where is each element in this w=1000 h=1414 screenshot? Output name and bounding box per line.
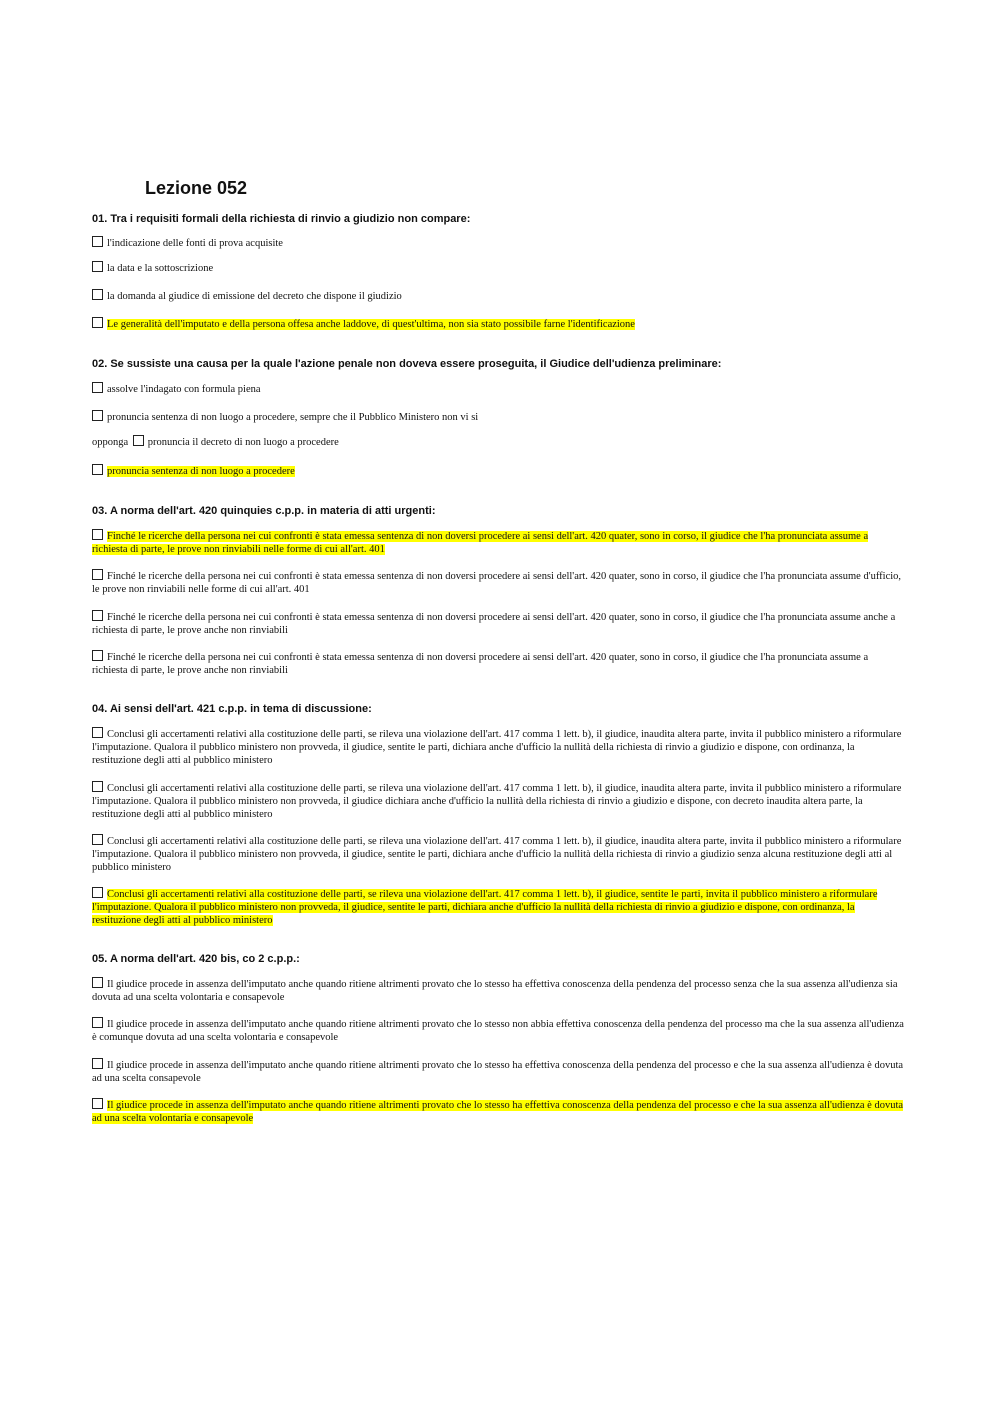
answer-text: pronuncia sentenza di non luogo a procedere, sempre che il Pubblico Ministero non vi si — [107, 412, 479, 423]
checkbox[interactable] — [92, 727, 103, 738]
checkbox[interactable] — [92, 1098, 103, 1109]
answer-text: Conclusi gli accertamenti relativi alla costituzione delle parti, se rileva una violazione dell'art. 417 comma 1 lett. b), il giudice, inaudita altera parte, invita il pubblico ministero a riformulare l'imputazione. Qualora il pubblico ministero non provveda, il giudice, sentite le parti, dichiara anche d'ufficio la nullità della richiesta di rinvio a giudizio senza alcuna restituzione degli atti al pubblico ministero — [92, 836, 902, 873]
answer-option — [92, 410, 904, 424]
checkbox[interactable] — [92, 834, 103, 845]
checkbox[interactable] — [92, 410, 103, 421]
answer-text: assolve l'indagato con formula piena — [107, 384, 261, 395]
checkbox[interactable] — [92, 1017, 103, 1028]
question-04: 04. Ai sensi dell'art. 421 c.p.p. in tema di discussione: — [92, 703, 372, 715]
answer-text-highlighted: Il giudice procede in assenza dell'imputato anche quando ritiene altrimenti provato che lo stesso ha effettiva conoscenza della pendenza del processo e che la sua assenza all'udienza è dovuta ad una scelta volontaria e consapevole — [92, 1100, 904, 1124]
answer-option — [92, 569, 904, 596]
answer-text-continued: opponga — [92, 437, 129, 448]
checkbox[interactable] — [92, 781, 103, 792]
checkbox[interactable] — [92, 317, 103, 328]
answer-text-highlighted: pronuncia sentenza di non luogo a procedere — [107, 466, 295, 477]
answer-option — [92, 382, 904, 396]
answer-option-correct — [92, 529, 904, 556]
answer-text: Conclusi gli accertamenti relativi alla costituzione delle parti, se rileva una violazione dell'art. 417 comma 1 lett. b), il giudice, inaudita altera parte, invita il pubblico ministero a riformulare l'imputazione. Qualora il pubblico ministero non provveda, il giudice dichiara anche d'ufficio la nullità della richiesta di rinvio a giudizio e dispone, con decreto inaudita altera parte, la restituzione degli atti al pubblico ministero — [92, 783, 902, 820]
answer-option — [92, 727, 904, 767]
checkbox[interactable] — [92, 610, 103, 621]
checkbox[interactable] — [92, 650, 103, 661]
answer-option-correct — [92, 464, 904, 478]
answer-option — [92, 977, 904, 1004]
answer-text: Finché le ricerche della persona nei cui confronti è stata emessa sentenza di non doversi procedere ai sensi dell'art. 420 quater, sono in corso, il giudice che l'ha pronunciata assume anche a richiesta di parte, le prove anche non rinviabili — [92, 612, 896, 636]
answer-option-correct — [92, 1098, 904, 1125]
answer-text: Conclusi gli accertamenti relativi alla costituzione delle parti, se rileva una violazione dell'art. 417 comma 1 lett. b), il giudice, inaudita altera parte, invita il pubblico ministero a riformulare l'imputazione. Qualora il pubblico ministero non provveda, il giudice, sentite le parti, dichiara anche d'ufficio la nullità della richiesta di rinvio a giudizio e dispone, con ordinanza, la restituzione degli atti al pubblico ministero — [92, 729, 902, 766]
answer-text: la data e la sottoscrizione — [107, 263, 214, 274]
checkbox[interactable] — [92, 569, 103, 580]
answer-option — [92, 781, 904, 821]
checkbox[interactable] — [92, 382, 103, 393]
question-05: 05. A norma dell'art. 420 bis, co 2 c.p.p.: — [92, 953, 300, 965]
checkbox[interactable] — [92, 289, 103, 300]
answer-option — [92, 1058, 904, 1085]
answer-text: Il giudice procede in assenza dell'imputato anche quando ritiene altrimenti provato che lo stesso ha effettiva conoscenza della pendenza del processo e che la sua assenza all'udienza è dovuta ad una scelta consapevole — [92, 1060, 904, 1084]
answer-text: pronuncia il decreto di non luogo a procedere — [147, 437, 339, 448]
answer-text: Finché le ricerche della persona nei cui confronti è stata emessa sentenza di non doversi procedere ai sensi dell'art. 420 quater, sono in corso, il giudice che l'ha pronunciata assume d'ufficio, le prove non rinviabili nelle forme di cui all'art. 401 — [92, 571, 902, 595]
answer-option — [92, 261, 904, 275]
answer-option-correct — [92, 887, 904, 927]
question-03: 03. A norma dell'art. 420 quinquies c.p.p. in materia di atti urgenti: — [92, 505, 436, 517]
answer-option — [92, 1017, 904, 1044]
lesson-title: Lezione 052 — [145, 178, 248, 198]
answer-text: Il giudice procede in assenza dell'imputato anche quando ritiene altrimenti provato che lo stesso non abbia effettiva conoscenza della pendenza del processo ma che la sua assenza all'udienza è comunque dovuta ad una scelta volontaria e consapevole — [92, 1019, 904, 1043]
answer-text: Finché le ricerche della persona nei cui confronti è stata emessa sentenza di non doversi procedere ai sensi dell'art. 420 quater, sono in corso, il giudice che l'ha pronunciata assume a richiesta di parte, le prove anche non rinviabili — [92, 652, 869, 676]
checkbox[interactable] — [92, 1058, 103, 1069]
answer-text: la domanda al giudice di emissione del decreto che dispone il giudizio — [107, 291, 402, 302]
answer-text: Il giudice procede in assenza dell'imputato anche quando ritiene altrimenti provato che lo stesso ha effettiva conoscenza della pendenza del processo senza che la sua assenza all'udienza sia dovuta ad una scelta volontaria e consapevole — [92, 979, 898, 1003]
answer-text-highlighted: Finché le ricerche della persona nei cui confronti è stata emessa sentenza di non doversi procedere ai sensi dell'art. 420 quater, sono in corso, il giudice che l'ha pronunciata assume a richiesta di parte, le prove non rinviabili nelle forme di cui all'art. 401 — [92, 531, 869, 555]
answer-text: l'indicazione delle fonti di prova acquisite — [107, 238, 283, 249]
answer-option — [92, 435, 904, 449]
answer-text-highlighted: Le generalità dell'imputato e della persona offesa anche laddove, di quest'ultima, non sia stato possibile farne l'identificazione — [107, 319, 635, 330]
checkbox[interactable] — [92, 887, 103, 898]
answer-text-highlighted: Conclusi gli accertamenti relativi alla costituzione delle parti, se rileva una violazione dell'art. 417 comma 1 lett. b), il giudice, sentite le parti, invita il pubblico ministero a riformulare l'imputazione. Qualora il pubblico ministero non provveda, il giudice, sentite le parti, dichiara anche d'ufficio la nullità della richiesta di rinvio a giudizio e dispone, con ordinanza, la restituzione degli atti al pubblico ministero — [92, 889, 878, 926]
answer-option-correct — [92, 317, 904, 331]
checkbox[interactable] — [92, 977, 103, 988]
answer-option — [92, 289, 904, 303]
answer-option — [92, 236, 904, 250]
checkbox[interactable] — [92, 464, 103, 475]
checkbox[interactable] — [133, 435, 144, 446]
checkbox[interactable] — [92, 529, 103, 540]
answer-option — [92, 834, 904, 874]
answer-option — [92, 650, 904, 677]
answer-option — [92, 610, 904, 637]
question-02: 02. Se sussiste una causa per la quale l'azione penale non doveva essere proseguita, il Giudice dell'udienza preliminare: — [92, 358, 722, 370]
checkbox[interactable] — [92, 261, 103, 272]
question-01: 01. Tra i requisiti formali della richiesta di rinvio a giudizio non compare: — [92, 213, 471, 225]
checkbox[interactable] — [92, 236, 103, 247]
